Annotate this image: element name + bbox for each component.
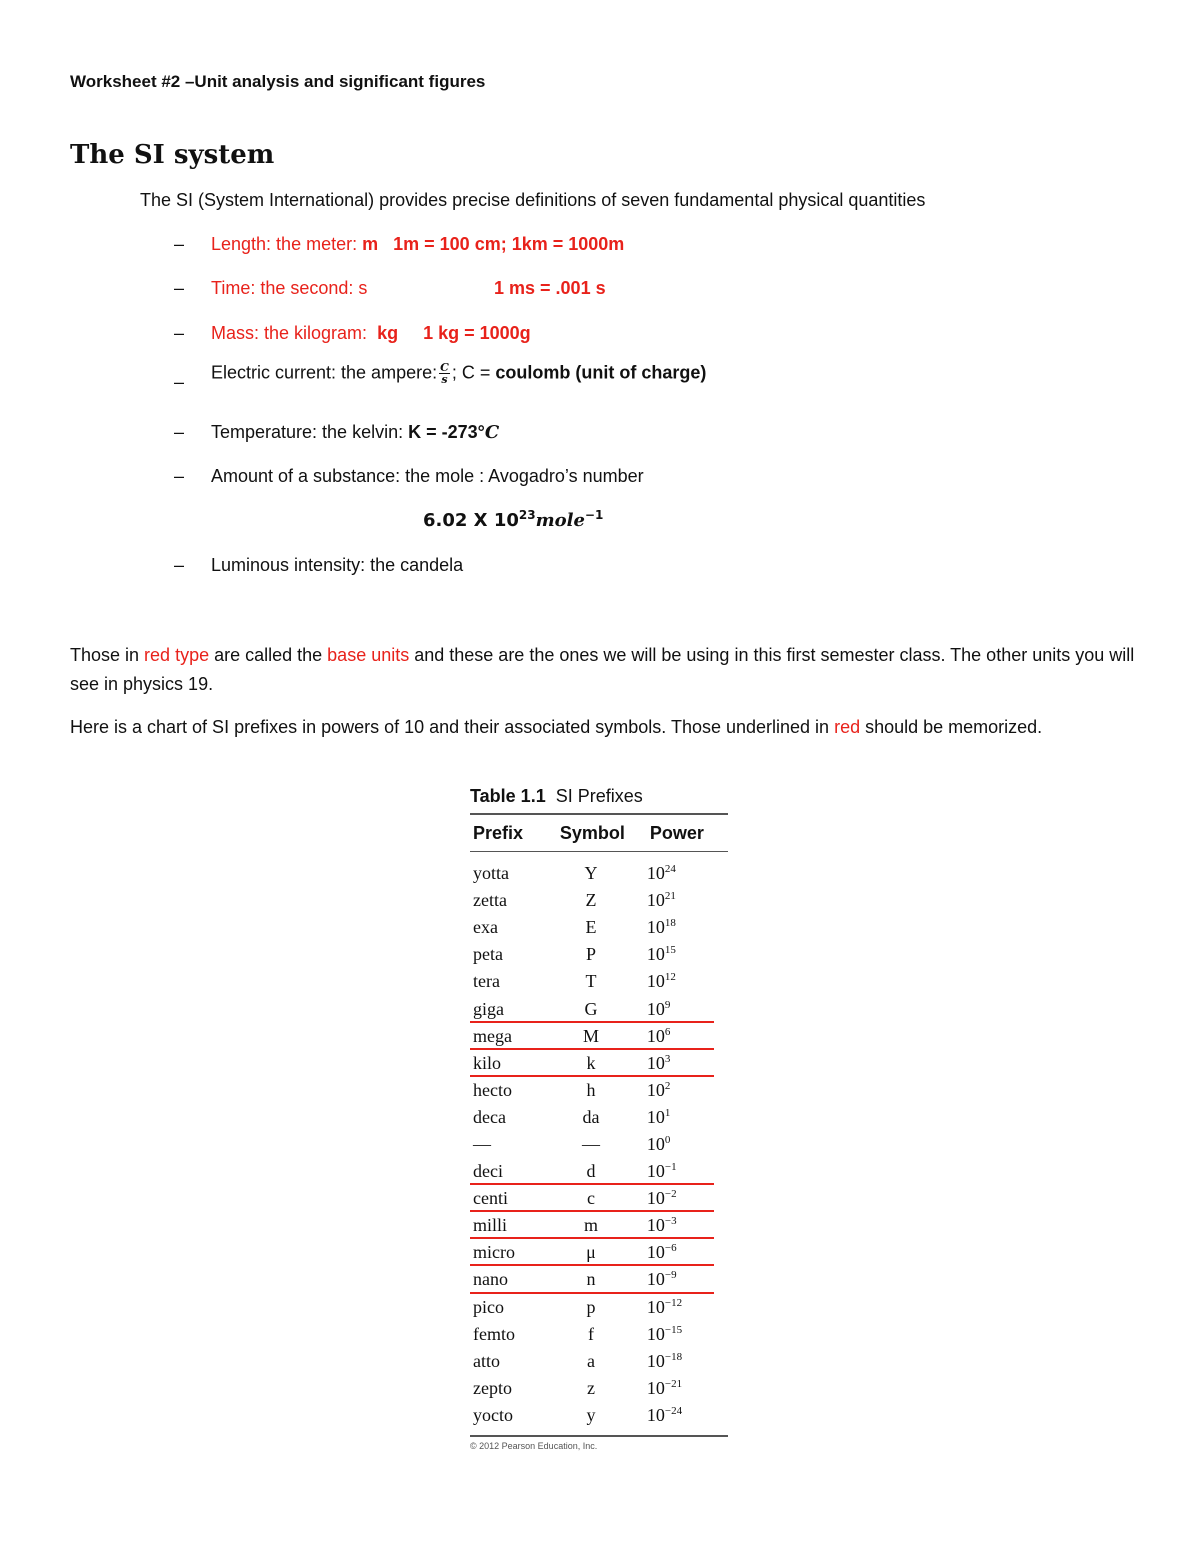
row-power-exponent: 0 [664, 1133, 671, 1146]
current-fraction [439, 362, 450, 385]
table-row [470, 860, 728, 887]
row-prefix: zepto [473, 1377, 512, 1398]
table-header-row [470, 815, 728, 851]
row-power-exponent: 15 [664, 944, 676, 957]
current-c: C = [461, 362, 496, 383]
row-symbol: M [582, 1025, 599, 1046]
row-power-exponent: 21 [664, 890, 676, 903]
row-power [619, 999, 728, 1020]
row-prefix: milli [473, 1215, 508, 1236]
mass-conversion: 1 kg = 1000g [423, 323, 531, 343]
row-power-base: 10 [646, 1025, 665, 1046]
row-power [619, 863, 728, 884]
table-row [470, 1402, 728, 1429]
row-power-exponent: −21 [664, 1377, 683, 1390]
row-power [619, 944, 728, 965]
row-symbol: a [587, 1350, 595, 1371]
row-symbol: P [585, 944, 596, 965]
table-row [470, 887, 728, 914]
fraction-numerator: C [440, 361, 449, 374]
row-symbol: d [586, 1161, 596, 1182]
table-row [470, 968, 728, 995]
table-row [470, 914, 728, 941]
row-power-exponent: 3 [664, 1052, 671, 1065]
worksheet-header: Worksheet #2 –Unit analysis and significant figures [70, 72, 486, 91]
row-symbol: μ [586, 1242, 596, 1263]
table-caption [470, 786, 728, 807]
list-item-mass [211, 323, 531, 344]
table-row [470, 1294, 728, 1321]
row-power-exponent: −18 [664, 1350, 683, 1363]
table-row [470, 1185, 728, 1212]
para1-text: Those in [70, 645, 145, 665]
row-power-exponent: 1 [664, 1106, 671, 1119]
row-power-exponent: −12 [664, 1296, 683, 1309]
row-prefix: giga [473, 998, 504, 1019]
para2-text: Here is a chart of SI prefixes in powers of 10 and their associated symbols. Those underlined in [70, 717, 835, 737]
row-power-exponent: 24 [664, 863, 676, 876]
row-symbol: p [586, 1296, 596, 1317]
list-item-time [211, 278, 367, 299]
list-dash: – [174, 372, 185, 392]
row-power [619, 1053, 728, 1074]
row-prefix: mega [473, 1025, 512, 1046]
list-dash: – [174, 278, 185, 298]
row-power [619, 1269, 728, 1290]
table-row [470, 1050, 728, 1077]
row-power-base: 10 [646, 1296, 665, 1317]
avogadro-unit: mole [535, 510, 585, 531]
time-label: Time: the second: s [211, 278, 368, 298]
temperature-value: -273° [441, 422, 485, 442]
table-row [470, 1348, 728, 1375]
list-item-length [211, 234, 624, 255]
table-row [470, 1239, 728, 1266]
si-prefix-table [470, 786, 728, 1451]
table-caption-text: SI Prefixes [555, 786, 643, 806]
row-power [619, 1026, 728, 1047]
list-item-current [211, 362, 706, 385]
list-item-mole: Amount of a substance: the mole : Avogadro’s number [211, 466, 644, 486]
row-symbol: f [588, 1323, 594, 1344]
para1-text: are called the [209, 645, 328, 665]
row-power [619, 1297, 728, 1318]
row-power-exponent: 9 [664, 998, 671, 1011]
table-row [470, 1375, 728, 1402]
table-copyright: © 2012 Pearson Education, Inc. [470, 1440, 598, 1451]
table-row [470, 941, 728, 968]
intro-text: The SI (System International) provides precise definitions of seven fundamental physical quantities [140, 190, 926, 210]
row-symbol: Z [585, 890, 597, 911]
row-power-exponent: −24 [664, 1404, 683, 1417]
row-power-exponent: −15 [664, 1323, 683, 1336]
row-prefix: nano [473, 1269, 508, 1290]
row-prefix: atto [473, 1350, 500, 1371]
row-symbol: y [586, 1404, 596, 1425]
row-symbol: c [587, 1188, 595, 1209]
row-prefix: kilo [473, 1052, 502, 1073]
row-power-base: 10 [646, 1323, 665, 1344]
table-row [470, 1131, 728, 1158]
row-power-exponent: 18 [664, 917, 676, 930]
row-symbol: Y [584, 863, 598, 884]
row-power-base: 10 [646, 1106, 665, 1127]
list-dash: – [174, 234, 185, 254]
row-power-exponent: −2 [664, 1188, 677, 1201]
row-power-exponent: −3 [664, 1215, 677, 1228]
row-symbol: E [585, 917, 597, 938]
row-power-base: 10 [646, 1242, 665, 1263]
para1-red-type: red type [144, 645, 210, 665]
row-power-base: 10 [646, 1079, 665, 1100]
list-dash: – [174, 466, 185, 486]
row-prefix: femto [473, 1323, 515, 1344]
row-symbol: n [586, 1269, 596, 1290]
row-power-base: 10 [646, 998, 665, 1019]
list-item-luminous: Luminous intensity: the candela [211, 555, 464, 575]
length-label: Length: the meter: [211, 234, 363, 254]
row-power [619, 890, 728, 911]
row-prefix: deca [473, 1106, 506, 1127]
row-power-base: 10 [646, 1350, 665, 1371]
para2-red: red [834, 717, 861, 737]
row-symbol: T [585, 971, 597, 992]
row-power-base: 10 [646, 1052, 665, 1073]
row-power-base: 10 [646, 971, 665, 992]
row-prefix: pico [473, 1296, 504, 1317]
row-power-base: 10 [646, 1377, 665, 1398]
list-dash: – [174, 555, 185, 575]
row-prefix: — [473, 1133, 491, 1154]
row-symbol: — [582, 1133, 600, 1154]
list-dash: – [174, 323, 185, 343]
current-label: Electric current: the ampere: [211, 362, 438, 383]
row-power [619, 1134, 728, 1155]
row-power [619, 1351, 728, 1372]
row-power [619, 1378, 728, 1399]
row-prefix: zetta [473, 890, 507, 911]
row-symbol: G [584, 998, 598, 1019]
row-power-base: 10 [646, 917, 665, 938]
row-power-exponent: −9 [664, 1269, 677, 1282]
row-symbol: k [586, 1052, 596, 1073]
row-power [619, 1107, 728, 1128]
temperature-label: Temperature: the kelvin: [211, 422, 409, 442]
mass-label: Mass: the kilogram: [211, 323, 368, 343]
row-power [619, 917, 728, 938]
table-row [470, 1104, 728, 1131]
temperature-k: K = [408, 422, 442, 442]
length-unit: m [362, 234, 379, 254]
row-power-exponent: 2 [664, 1079, 671, 1092]
row-power [619, 1215, 728, 1236]
section-title: The SI system [70, 140, 275, 170]
row-symbol: da [582, 1106, 600, 1127]
para2-text: should be memorized. [860, 717, 1043, 737]
row-symbol: m [583, 1215, 598, 1236]
temperature-c: C [484, 422, 500, 443]
row-symbol: h [586, 1079, 596, 1100]
mass-unit: kg [377, 323, 399, 343]
row-prefix: centi [473, 1188, 508, 1209]
row-prefix: yocto [473, 1404, 513, 1425]
row-power-exponent: 6 [664, 1025, 671, 1038]
row-power-base: 10 [646, 1161, 665, 1182]
row-power-base: 10 [646, 1269, 665, 1290]
table-body [470, 852, 728, 1429]
row-power-base: 10 [646, 1188, 665, 1209]
row-power [619, 1188, 728, 1209]
row-power-base: 10 [646, 944, 665, 965]
table-bottom-rule [470, 1435, 728, 1437]
row-prefix: hecto [473, 1079, 512, 1100]
table-row [470, 1212, 728, 1239]
row-power [619, 1161, 728, 1182]
row-power [619, 1324, 728, 1345]
table-caption-number: Table 1.1 [470, 786, 546, 806]
length-conversion: 1m = 100 cm; 1km = 1000m [393, 234, 625, 254]
row-power-exponent: −6 [664, 1242, 677, 1255]
row-power [619, 1080, 728, 1101]
row-prefix: tera [473, 971, 500, 992]
fraction-denominator: s [441, 373, 448, 386]
header-power: Power [649, 822, 704, 843]
row-power [619, 971, 728, 992]
row-power-exponent: 12 [664, 971, 676, 984]
table-row [470, 1321, 728, 1348]
list-item-temperature [211, 422, 499, 443]
paragraph-base-units [70, 641, 1135, 699]
row-power-base: 10 [646, 1404, 665, 1425]
row-power-base: 10 [646, 1215, 665, 1236]
header-prefix: Prefix [473, 822, 524, 843]
row-power [619, 1405, 728, 1426]
paragraph-prefix-chart [70, 713, 1135, 742]
table-row [470, 995, 728, 1022]
row-power-base: 10 [646, 863, 665, 884]
row-prefix: micro [473, 1242, 515, 1263]
avogadro-base: 6.02 X 10 [423, 510, 519, 531]
para1-text: and these are the ones we will be using in this first semester class. The other units you will see in physics 19. [70, 645, 1135, 694]
row-power-base: 10 [646, 890, 665, 911]
row-prefix: exa [473, 917, 498, 938]
table-row [470, 1077, 728, 1104]
table-row [470, 1023, 728, 1050]
avogadro-unit-exponent: −1 [584, 508, 604, 522]
row-prefix: yotta [473, 863, 509, 884]
time-conversion: 1 ms = .001 s [494, 278, 606, 298]
avogadro-number [423, 508, 603, 531]
header-symbol: Symbol [559, 822, 625, 843]
row-symbol: z [587, 1377, 595, 1398]
list-dash: – [174, 422, 185, 442]
row-power [619, 1242, 728, 1263]
avogadro-exponent: 23 [518, 508, 536, 522]
current-separator: ; [451, 362, 457, 383]
row-prefix: deci [473, 1161, 503, 1182]
table-row [470, 1266, 728, 1293]
row-power-base: 10 [646, 1133, 665, 1154]
row-prefix: peta [473, 944, 503, 965]
current-definition: coulomb (unit of charge) [495, 362, 707, 383]
row-power-exponent: −1 [664, 1161, 677, 1174]
para1-base-units: base units [327, 645, 410, 665]
table-row [470, 1158, 728, 1185]
